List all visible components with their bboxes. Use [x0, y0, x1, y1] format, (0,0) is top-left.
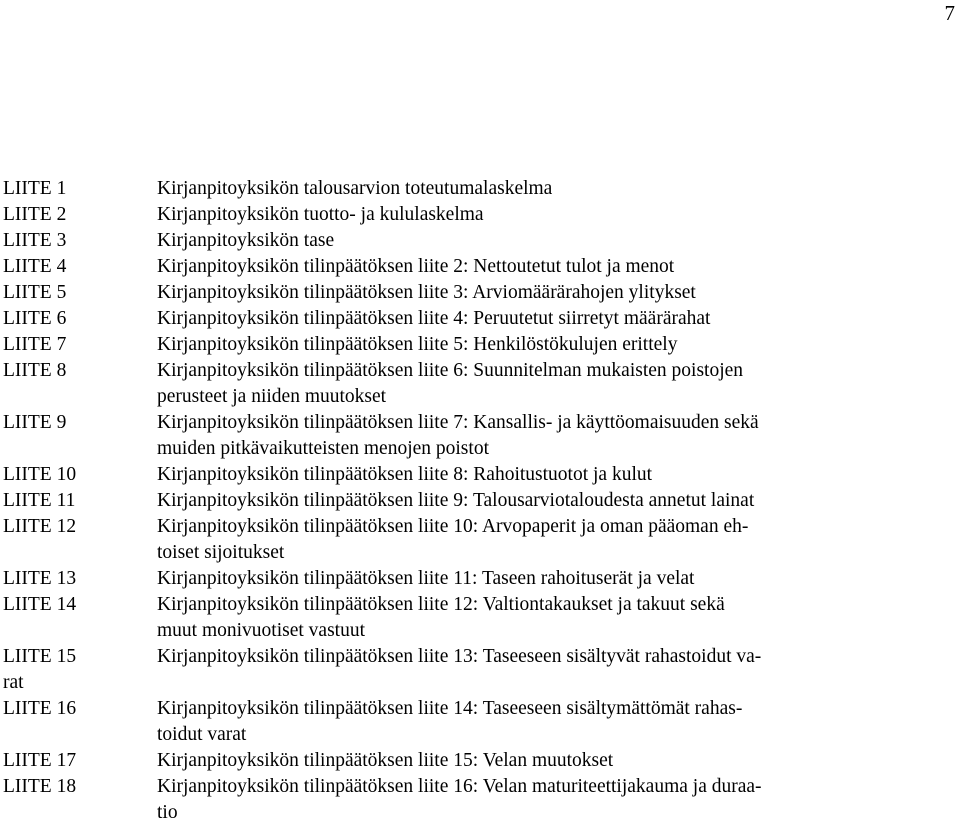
appendix-title: Kirjanpitoyksikön tilinpäätöksen liite 11: Taseen rahoituserät ja velat	[157, 568, 695, 589]
appendix-title: Kirjanpitoyksikön tilinpäätöksen liite 4: Peruutetut siirretyt määrärahat	[157, 308, 711, 329]
appendix-label: LIITE 7	[3, 334, 67, 355]
appendix-title: Kirjanpitoyksikön tilinpäätöksen liite 14: Taseeseen sisältymättömät rahas-	[157, 698, 743, 719]
appendix-label: LIITE 13	[3, 568, 77, 589]
appendix-title: Kirjanpitoyksikön tilinpäätöksen liite 2: Nettoutetut tulot ja menot	[157, 256, 675, 277]
appendix-title: muiden pitkävaikutteisten menojen poistot	[157, 438, 489, 459]
appendix-title: Kirjanpitoyksikön tilinpäätöksen liite 6: Suunnitelman mukaisten poistojen	[157, 360, 744, 381]
appendix-label: LIITE 10	[3, 464, 77, 485]
appendix-title: Kirjanpitoyksikön tilinpäätöksen liite 10: Arvopaperit ja oman pääoman eh-	[157, 516, 749, 537]
appendix-title: Kirjanpitoyksikön tilinpäätöksen liite 8: Rahoitustuotot ja kulut	[157, 464, 653, 485]
appendix-title: Kirjanpitoyksikön tilinpäätöksen liite 9: Talousarviotaloudesta annetut lainat	[157, 490, 755, 511]
appendix-title: Kirjanpitoyksikön tilinpäätöksen liite 15: Velan muutokset	[157, 750, 614, 771]
appendix-title: Kirjanpitoyksikön tilinpäätöksen liite 3: Arviomäärärahojen ylitykset	[157, 282, 696, 303]
appendix-title-continuation: rat	[3, 672, 24, 693]
appendix-label: LIITE 5	[3, 282, 67, 303]
appendix-title: Kirjanpitoyksikön tilinpäätöksen liite 5: Henkilöstökulujen erittely	[157, 334, 678, 355]
appendix-title: Kirjanpitoyksikön tilinpäätöksen liite 16: Velan maturiteettijakauma ja duraa-	[157, 776, 762, 797]
appendix-label: LIITE 6	[3, 308, 67, 329]
appendix-label: LIITE 14	[3, 594, 77, 615]
appendix-label: LIITE 15	[3, 646, 77, 667]
appendix-title: Kirjanpitoyksikön tase	[157, 230, 335, 251]
appendix-title: muut monivuotiset vastuut	[157, 620, 365, 641]
appendix-label: LIITE 18	[3, 776, 77, 797]
appendix-label: LIITE 4	[3, 256, 67, 277]
appendix-label: LIITE 16	[3, 698, 77, 719]
appendix-title: Kirjanpitoyksikön talousarvion toteutumalaskelma	[157, 178, 553, 199]
appendix-title: toiset sijoitukset	[157, 542, 285, 563]
appendix-title: Kirjanpitoyksikön tuotto- ja kululaskelma	[157, 204, 484, 225]
appendix-label: LIITE 17	[3, 750, 77, 771]
appendix-title: toidut varat	[157, 724, 247, 745]
appendix-label: LIITE 2	[3, 204, 67, 225]
appendix-label: LIITE 9	[3, 412, 67, 433]
appendix-title: Kirjanpitoyksikön tilinpäätöksen liite 7: Kansallis- ja käyttöomaisuuden sekä	[157, 412, 759, 433]
appendix-title: tio	[157, 802, 178, 823]
appendix-label: LIITE 8	[3, 360, 67, 381]
appendix-label: LIITE 12	[3, 516, 77, 537]
page-number: 7	[944, 1, 955, 25]
appendix-label: LIITE 3	[3, 230, 67, 251]
appendix-title: perusteet ja niiden muutokset	[157, 386, 387, 407]
appendix-label: LIITE 11	[3, 490, 76, 511]
appendix-title: Kirjanpitoyksikön tilinpäätöksen liite 12: Valtiontakaukset ja takuut sekä	[157, 594, 725, 615]
appendix-label: LIITE 1	[3, 178, 67, 199]
appendix-title: Kirjanpitoyksikön tilinpäätöksen liite 13: Taseeseen sisältyvät rahastoidut va-	[157, 646, 762, 667]
